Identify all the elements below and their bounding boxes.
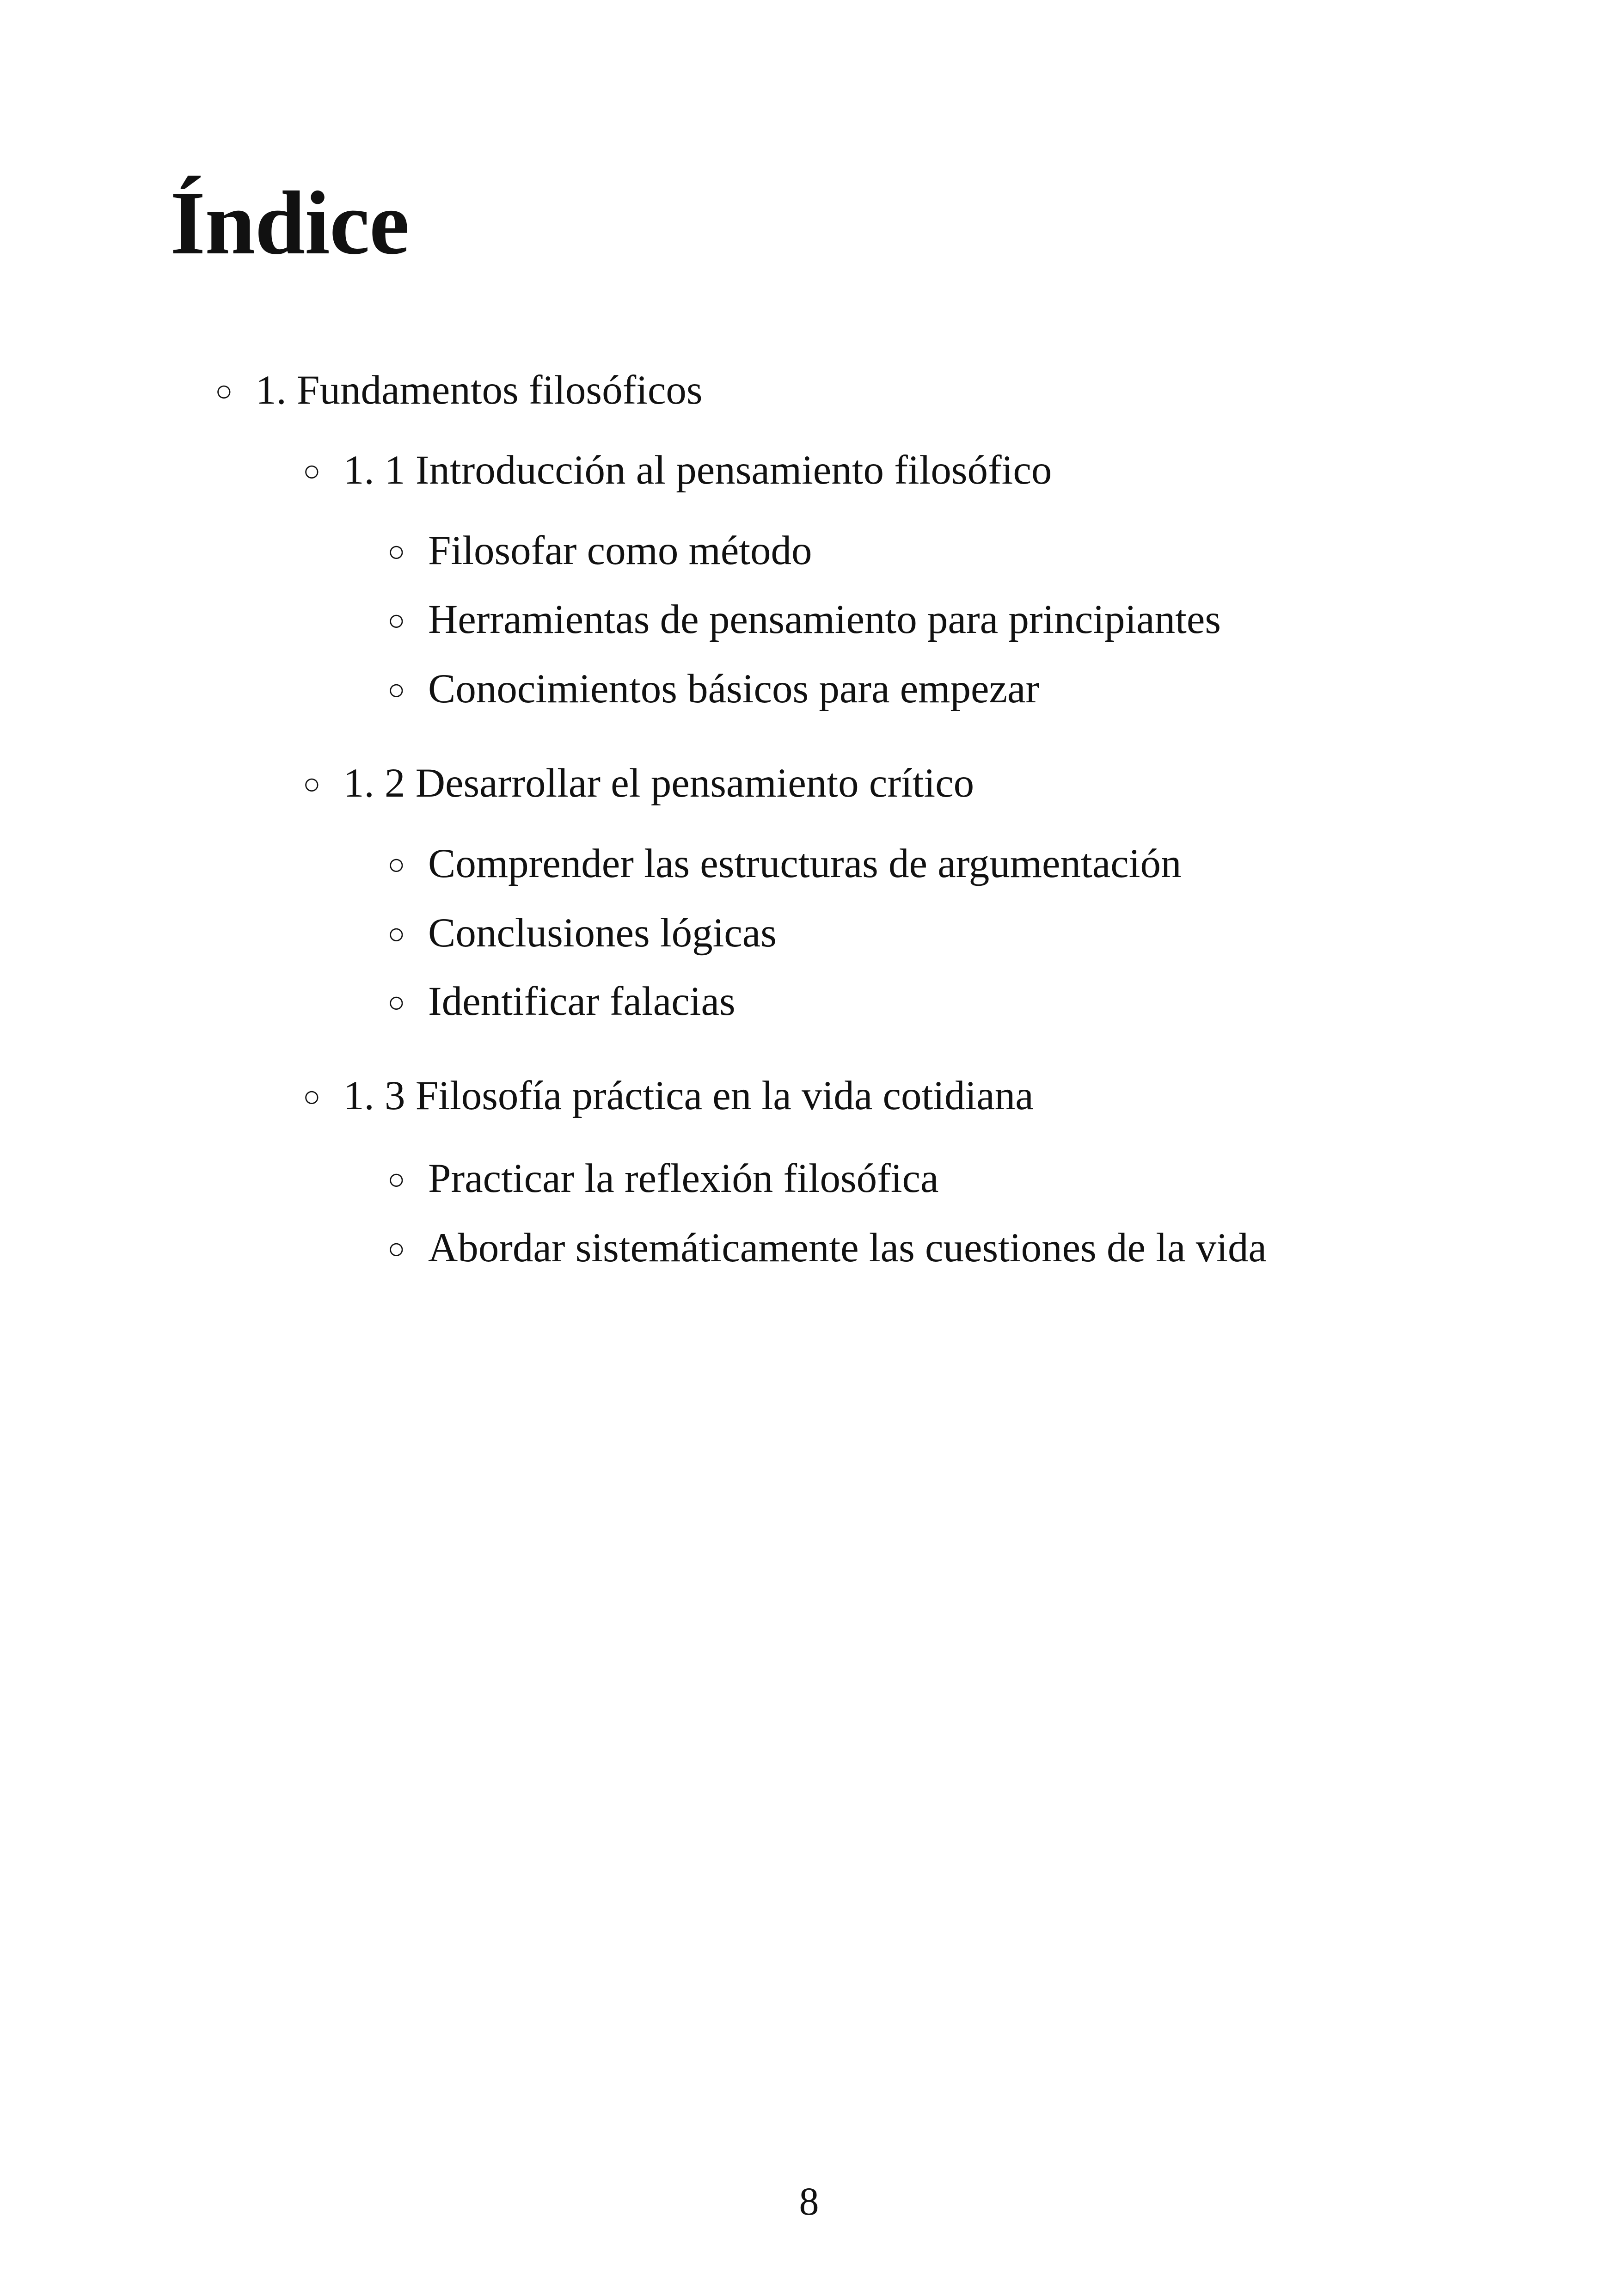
bullet-icon: ○ [387, 1232, 405, 1265]
toc-item-label: 1. Fundamentos filosóficos [256, 368, 703, 413]
bullet-icon: ○ [303, 1080, 321, 1113]
bullet-icon: ○ [303, 767, 321, 800]
bullet-icon: ○ [387, 535, 405, 568]
bullet-icon: ○ [387, 848, 405, 881]
toc-item-label: Comprender las estructuras de argumentación [428, 841, 1182, 886]
page-number: 8 [799, 2179, 819, 2223]
toc-item-pensamiento-critico[interactable] [303, 763, 974, 804]
toc-item-label: Identificar falacias [428, 979, 735, 1024]
toc-item-label: 1. 2 Desarrollar el pensamiento crítico [343, 761, 974, 806]
toc-item-conocimientos[interactable] [387, 666, 1040, 712]
toc-item-label: Filosofar como método [428, 528, 812, 573]
bullet-icon: ○ [387, 604, 405, 637]
toc-item-label: Abordar sistemáticamente las cuestiones de la vida [428, 1225, 1267, 1271]
toc-item-conclusiones[interactable] [387, 910, 777, 956]
page-title: Índice [170, 173, 409, 273]
toc-item-introduccion[interactable] [303, 450, 1052, 491]
toc-item-fundamentos[interactable] [215, 370, 703, 411]
toc-item-label: 1. 1 Introducción al pensamiento filosófico [343, 448, 1052, 493]
bullet-icon: ○ [387, 917, 405, 950]
toc-item-filosofia-practica[interactable] [303, 1075, 1034, 1117]
toc-item-label: Conocimientos básicos para empezar [428, 666, 1040, 712]
toc-item-cuestiones-vida[interactable] [387, 1225, 1267, 1271]
bullet-icon: ○ [387, 986, 405, 1019]
toc-item-herramientas[interactable] [387, 599, 1221, 640]
toc-item-reflexion[interactable] [387, 1158, 939, 1199]
bullet-icon: ○ [387, 1163, 405, 1196]
bullet-icon: ○ [387, 673, 405, 706]
bullet-icon: ○ [215, 374, 233, 407]
toc-item-label: 1. 3 Filosofía práctica en la vida cotidiana [343, 1073, 1034, 1118]
toc-item-filosofar-metodo[interactable] [387, 530, 812, 571]
toc-item-label: Herramientas de pensamiento para principiantes [428, 597, 1221, 642]
toc-item-label: Practicar la reflexión filosófica [428, 1156, 939, 1201]
toc-item-label: Conclusiones lógicas [428, 910, 777, 956]
bullet-icon: ○ [303, 454, 321, 487]
toc-item-argumentacion[interactable] [387, 843, 1181, 884]
toc-item-falacias[interactable] [387, 981, 735, 1022]
